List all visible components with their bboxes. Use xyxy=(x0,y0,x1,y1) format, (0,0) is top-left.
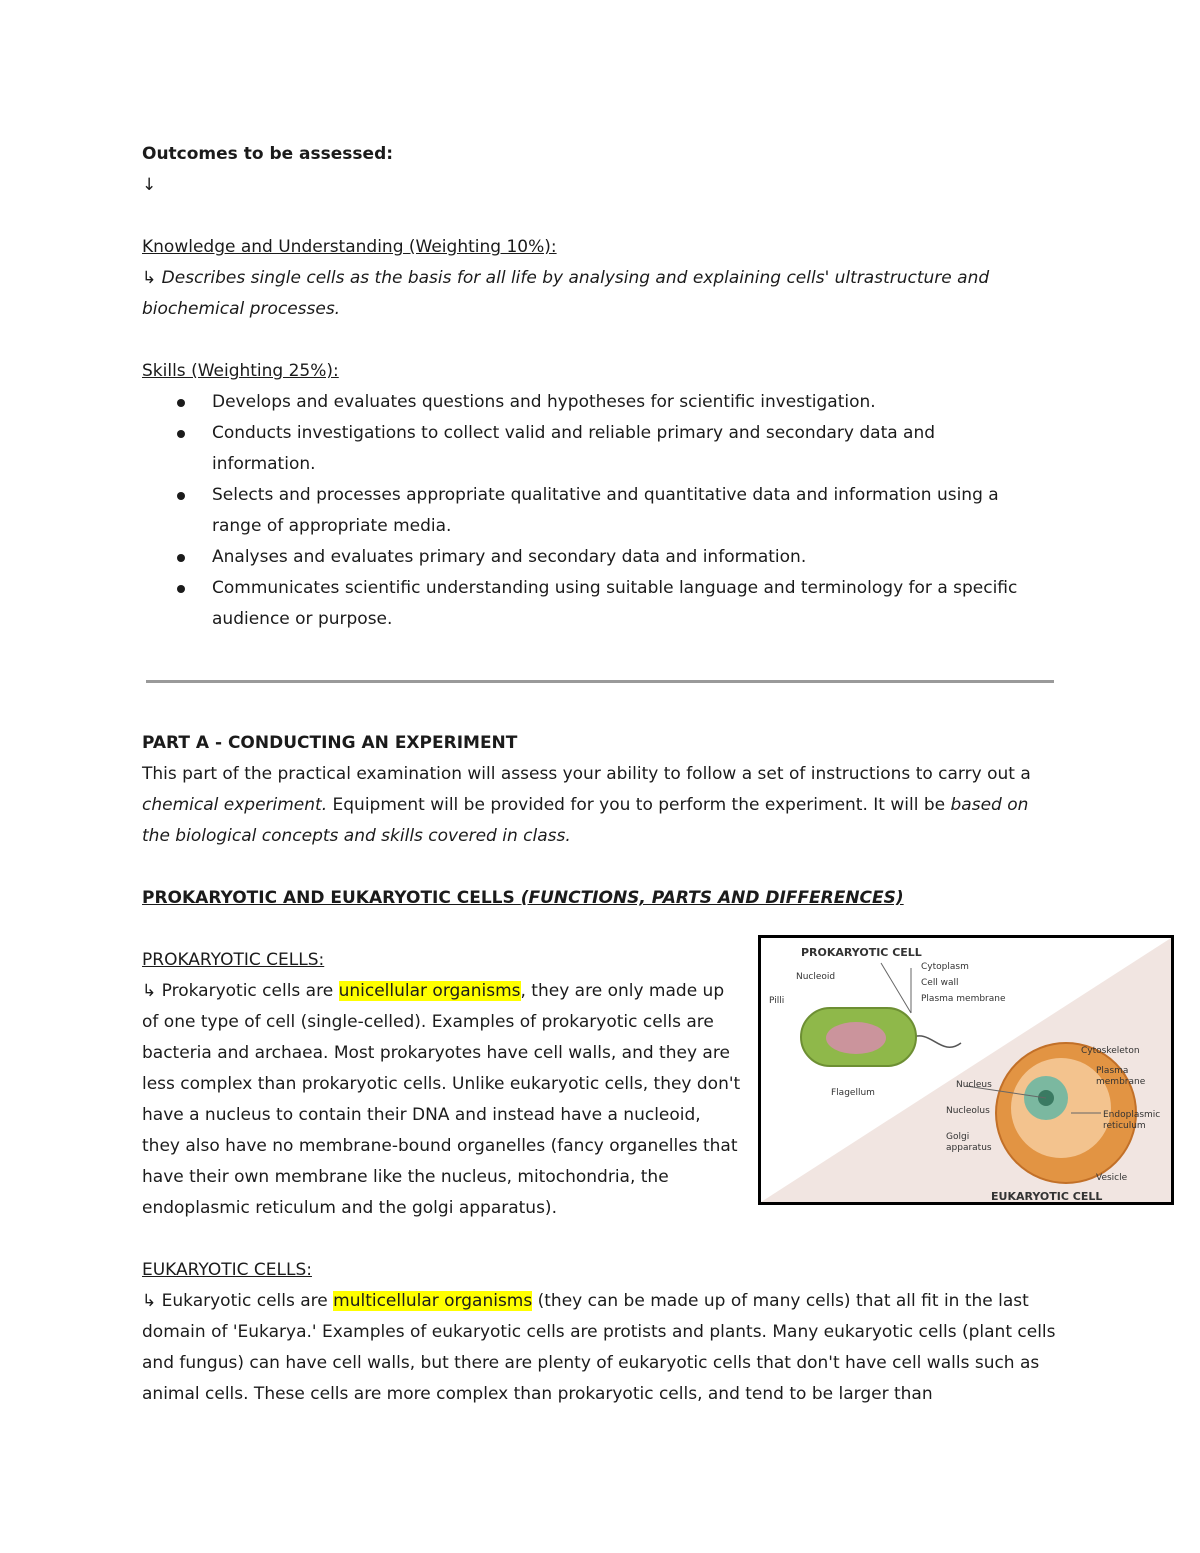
figure-label: Vesicle xyxy=(1096,1173,1128,1183)
figure-label: Nucleolus xyxy=(946,1106,990,1116)
eukaryotic-text xyxy=(142,1286,1057,1410)
part-a-text-2: Equipment will be provided for you to perform the experiment. It will be xyxy=(327,795,951,815)
prokaryotic-highlight: unicellular organisms xyxy=(338,981,521,1001)
part-a-text-line-1: This part of the practical examination will assess your ability to follow a set of instructions to carry out a xyxy=(142,764,1031,784)
part-a-heading: PART A - CONDUCTING AN EXPERIMENT xyxy=(142,733,518,753)
prokaryotic-heading: PROKARYOTIC CELLS: xyxy=(142,950,325,970)
figure-label: Pilli xyxy=(769,996,785,1006)
figure-label: Golgi apparatus xyxy=(946,1132,992,1153)
skills-list-item: Communicates scientific understanding using suitable language and terminology for a specific audience or purpose. xyxy=(212,573,1052,635)
figure-label: Endoplasmic reticulum xyxy=(1103,1110,1161,1131)
cell-comparison-figure xyxy=(758,935,1174,1205)
figure-title-bottom: EUKARYOTIC CELL xyxy=(991,1190,1103,1203)
skills-heading: Skills (Weighting 25%): xyxy=(142,361,339,381)
cells-section-heading xyxy=(142,883,1062,914)
eukaryotic-highlight: multicellular organisms xyxy=(333,1291,533,1311)
part-a-italic-1: chemical experiment. xyxy=(142,795,328,815)
prokaryotic-text xyxy=(142,976,742,1224)
eukaryotic-pre: ↳ Eukaryotic cells are xyxy=(142,1291,334,1311)
prokaryotic-pre: ↳ Prokaryotic cells are xyxy=(142,981,339,1001)
figure-label: Flagellum xyxy=(831,1088,875,1098)
cells-heading-italic: (FUNCTIONS, PARTS AND DIFFERENCES) xyxy=(520,888,904,908)
skills-list-item: Develops and evaluates questions and hypotheses for scientific investigation. xyxy=(212,387,1062,418)
part-a-italic-2: based on xyxy=(950,795,1029,815)
figure-label: Nucleus xyxy=(956,1080,992,1090)
part-a-text-line-2 xyxy=(142,790,1062,821)
figure-label: Cytoplasm xyxy=(921,962,969,972)
skills-list-item: Conducts investigations to collect valid and reliable primary and secondary data and information. xyxy=(212,418,972,480)
figure-label: Cytoskeleton xyxy=(1081,1046,1140,1056)
prokaryotic-post: , they are only made up of one type of cell (single-celled). Examples of prokaryotic cells are bacteria and archaea. Most prokaryotes have cell walls, and they are less complex than prokaryotic cells. Unlike eukaryotic cells, they don't have a nucleus to contain their DNA and instead have a nucleoid, they also have no membrane-bound organelles (fancy organelles that have their own membrane like the nucleus, mitochondria, the endoplasmic reticulum and the golgi apparatus). xyxy=(142,981,741,1218)
flagellum-line xyxy=(911,1036,961,1047)
figure-label: Plasma membrane xyxy=(1096,1066,1146,1087)
cells-heading-main: PROKARYOTIC AND EUKARYOTIC CELLS xyxy=(142,888,521,908)
down-arrow-icon: ↓ xyxy=(142,175,157,195)
figure-label: Nucleoid xyxy=(796,972,836,982)
skills-list-item: Analyses and evaluates primary and secondary data and information. xyxy=(212,542,1062,573)
section-divider xyxy=(146,680,1054,683)
knowledge-text: ↳ Describes single cells as the basis for all life by analysing and explaining cells' ultrastructure and biochemical processes. xyxy=(142,268,990,319)
eukaryotic-heading: EUKARYOTIC CELLS: xyxy=(142,1260,312,1280)
nucleoid-shape xyxy=(826,1022,886,1054)
eukaryotic-post: (they can be made up of many cells) that all fit in the last domain of 'Eukarya.' Examples of eukaryotic cells are protists and plants. Many eukaryotic cells (plant cells and fungus) can have cell walls, but there are plenty of eukaryotic cells that don't have cell walls such as animal cells. These cells are more complex than prokaryotic cells, and tend to be larger than xyxy=(142,1291,1056,1404)
figure-title-top: PROKARYOTIC CELL xyxy=(801,946,922,959)
skills-list xyxy=(142,387,1062,635)
part-a-text-line-3: the biological concepts and skills covered in class. xyxy=(142,826,571,846)
outcomes-heading: Outcomes to be assessed: xyxy=(142,144,394,164)
leader-line xyxy=(881,963,911,1013)
document-body xyxy=(142,139,1062,1410)
figure-label: Cell wall xyxy=(921,978,959,988)
figure-label: Plasma membrane xyxy=(921,994,1006,1004)
skills-list-item: Selects and processes appropriate qualitative and quantitative data and information using a range of appropriate media. xyxy=(212,480,1032,542)
knowledge-heading: Knowledge and Understanding (Weighting 10%): xyxy=(142,237,557,257)
